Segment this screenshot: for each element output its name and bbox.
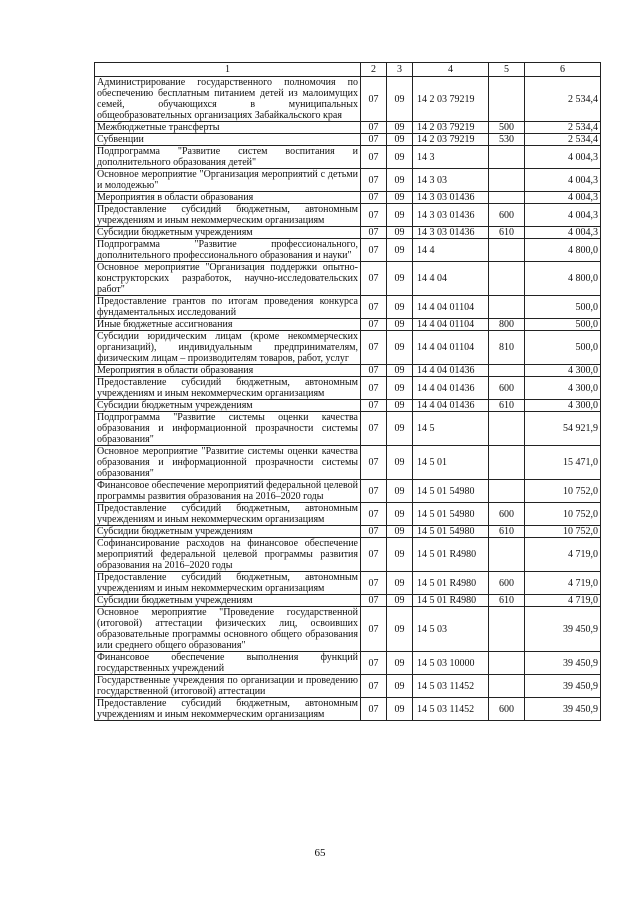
row-name-cell: Иные бюджетные ассигнования bbox=[95, 319, 361, 331]
expense-type-cell bbox=[489, 480, 525, 503]
expense-type-cell: 800 bbox=[489, 319, 525, 331]
target-article-cell: 14 4 bbox=[413, 239, 489, 262]
section-code-cell: 07 bbox=[361, 239, 387, 262]
section-code-cell: 07 bbox=[361, 204, 387, 227]
table-row bbox=[95, 239, 601, 262]
row-name-cell: Основное мероприятие "Организация мероприятий с детьми и молодежью" bbox=[95, 169, 361, 192]
row-name-cell: Финансовое обеспечение мероприятий федеральной целевой программы развития образования на 2016–2020 годы bbox=[95, 480, 361, 503]
expense-type-cell: 600 bbox=[489, 377, 525, 400]
expense-type-cell: 600 bbox=[489, 204, 525, 227]
header-cell-name: 1 bbox=[95, 63, 361, 77]
subsection-code-cell: 09 bbox=[387, 365, 413, 377]
expense-type-cell: 600 bbox=[489, 572, 525, 595]
amount-cell: 500,0 bbox=[525, 296, 601, 319]
row-name-cell: Субсидии бюджетным учреждениям bbox=[95, 400, 361, 412]
row-name-cell: Основное мероприятие "Проведение государственной (итоговой) аттестации физических лиц, освоивших образовательные программы основного общего образования или среднего общего образования" bbox=[95, 607, 361, 652]
subsection-code-cell: 09 bbox=[387, 227, 413, 239]
section-code-cell: 07 bbox=[361, 192, 387, 204]
table-row bbox=[95, 572, 601, 595]
amount-cell: 500,0 bbox=[525, 319, 601, 331]
amount-cell: 39 450,9 bbox=[525, 675, 601, 698]
expense-type-cell bbox=[489, 296, 525, 319]
header-cell-target-article: 4 bbox=[413, 63, 489, 77]
amount-cell: 500,0 bbox=[525, 331, 601, 365]
expense-type-cell bbox=[489, 412, 525, 446]
table-row bbox=[95, 122, 601, 134]
header-cell-amount: 6 bbox=[525, 63, 601, 77]
expense-type-cell: 610 bbox=[489, 400, 525, 412]
section-code-cell: 07 bbox=[361, 480, 387, 503]
table-body bbox=[95, 77, 601, 721]
row-name-cell: Субсидии бюджетным учреждениям bbox=[95, 526, 361, 538]
section-code-cell: 07 bbox=[361, 503, 387, 526]
amount-cell: 4 004,3 bbox=[525, 192, 601, 204]
row-name-cell: Предоставление субсидий бюджетным, автономным учреждениям и иным некоммерческим организациям bbox=[95, 204, 361, 227]
expense-type-cell bbox=[489, 192, 525, 204]
table-row bbox=[95, 607, 601, 652]
subsection-code-cell: 09 bbox=[387, 412, 413, 446]
subsection-code-cell: 09 bbox=[387, 377, 413, 400]
amount-cell: 39 450,9 bbox=[525, 607, 601, 652]
row-name-cell: Субвенции bbox=[95, 134, 361, 146]
section-code-cell: 07 bbox=[361, 698, 387, 721]
row-name-cell: Предоставление субсидий бюджетным, автономным учреждениям и иным некоммерческим организациям bbox=[95, 698, 361, 721]
subsection-code-cell: 09 bbox=[387, 204, 413, 227]
expense-type-cell: 610 bbox=[489, 227, 525, 239]
expense-type-cell bbox=[489, 169, 525, 192]
target-article-cell: 14 5 bbox=[413, 412, 489, 446]
amount-cell: 4 800,0 bbox=[525, 239, 601, 262]
amount-cell: 54 921,9 bbox=[525, 412, 601, 446]
target-article-cell: 14 4 04 01436 bbox=[413, 377, 489, 400]
section-code-cell: 07 bbox=[361, 146, 387, 169]
row-name-cell: Подпрограмма "Развитие системы оценки качества образования и информационной прозрачности системы образования" bbox=[95, 412, 361, 446]
row-name-cell: Администрирование государственного полномочия по обеспечению бесплатным питанием детей из малоимущих семей, обучающихся в муниципальных общеобразовательных организациях Забайкальского края bbox=[95, 77, 361, 122]
budget-table bbox=[94, 62, 601, 721]
row-name-cell: Подпрограмма "Развитие профессионального, дополнительного профессионального образования и науки" bbox=[95, 239, 361, 262]
section-code-cell: 07 bbox=[361, 572, 387, 595]
row-name-cell: Финансовое обеспечение выполнения функций государственных учреждений bbox=[95, 652, 361, 675]
section-code-cell: 07 bbox=[361, 652, 387, 675]
expense-type-cell bbox=[489, 365, 525, 377]
amount-cell: 4 300,0 bbox=[525, 365, 601, 377]
header-cell-section: 2 bbox=[361, 63, 387, 77]
subsection-code-cell: 09 bbox=[387, 526, 413, 538]
amount-cell: 4 004,3 bbox=[525, 227, 601, 239]
target-article-cell: 14 5 03 11452 bbox=[413, 675, 489, 698]
amount-cell: 4 300,0 bbox=[525, 400, 601, 412]
amount-cell: 4 300,0 bbox=[525, 377, 601, 400]
subsection-code-cell: 09 bbox=[387, 146, 413, 169]
subsection-code-cell: 09 bbox=[387, 480, 413, 503]
subsection-code-cell: 09 bbox=[387, 331, 413, 365]
target-article-cell: 14 5 03 bbox=[413, 607, 489, 652]
row-name-cell: Предоставление субсидий бюджетным, автономным учреждениям и иным некоммерческим организациям bbox=[95, 572, 361, 595]
table-row bbox=[95, 538, 601, 572]
expense-type-cell: 600 bbox=[489, 698, 525, 721]
amount-cell: 4 004,3 bbox=[525, 169, 601, 192]
table-row bbox=[95, 503, 601, 526]
target-article-cell: 14 5 03 10000 bbox=[413, 652, 489, 675]
section-code-cell: 07 bbox=[361, 296, 387, 319]
target-article-cell: 14 3 03 01436 bbox=[413, 192, 489, 204]
amount-cell: 2 534,4 bbox=[525, 134, 601, 146]
target-article-cell: 14 5 01 R4980 bbox=[413, 595, 489, 607]
table-row bbox=[95, 192, 601, 204]
subsection-code-cell: 09 bbox=[387, 77, 413, 122]
subsection-code-cell: 09 bbox=[387, 169, 413, 192]
subsection-code-cell: 09 bbox=[387, 446, 413, 480]
row-name-cell: Субсидии юридическим лицам (кроме некоммерческих организаций), индивидуальным предпринимателям, физическим лицам – производителям товаров, работ, услуг bbox=[95, 331, 361, 365]
section-code-cell: 07 bbox=[361, 227, 387, 239]
table-row bbox=[95, 169, 601, 192]
table-row bbox=[95, 146, 601, 169]
table-row bbox=[95, 480, 601, 503]
amount-cell: 10 752,0 bbox=[525, 503, 601, 526]
section-code-cell: 07 bbox=[361, 446, 387, 480]
target-article-cell: 14 5 01 54980 bbox=[413, 526, 489, 538]
subsection-code-cell: 09 bbox=[387, 239, 413, 262]
section-code-cell: 07 bbox=[361, 122, 387, 134]
amount-cell: 15 471,0 bbox=[525, 446, 601, 480]
amount-cell: 4 719,0 bbox=[525, 595, 601, 607]
subsection-code-cell: 09 bbox=[387, 652, 413, 675]
table-row bbox=[95, 652, 601, 675]
subsection-code-cell: 09 bbox=[387, 538, 413, 572]
amount-cell: 10 752,0 bbox=[525, 480, 601, 503]
expense-type-cell bbox=[489, 446, 525, 480]
subsection-code-cell: 09 bbox=[387, 192, 413, 204]
row-name-cell: Предоставление грантов по итогам проведения конкурса фундаментальных исследований bbox=[95, 296, 361, 319]
amount-cell: 39 450,9 bbox=[525, 652, 601, 675]
table-row bbox=[95, 526, 601, 538]
amount-cell: 39 450,9 bbox=[525, 698, 601, 721]
amount-cell: 4 004,3 bbox=[525, 146, 601, 169]
amount-cell: 2 534,4 bbox=[525, 77, 601, 122]
table-row bbox=[95, 675, 601, 698]
row-name-cell: Государственные учреждения по организации и проведению государственной (итоговой) аттестации bbox=[95, 675, 361, 698]
expense-type-cell: 610 bbox=[489, 595, 525, 607]
target-article-cell: 14 3 bbox=[413, 146, 489, 169]
expense-type-cell bbox=[489, 239, 525, 262]
table-row bbox=[95, 204, 601, 227]
row-name-cell: Софинансирование расходов на финансовое обеспечение мероприятий федеральной целевой программы развития образования на 2016–2020 годы bbox=[95, 538, 361, 572]
section-code-cell: 07 bbox=[361, 595, 387, 607]
section-code-cell: 07 bbox=[361, 77, 387, 122]
section-code-cell: 07 bbox=[361, 262, 387, 296]
section-code-cell: 07 bbox=[361, 400, 387, 412]
expense-type-cell: 530 bbox=[489, 134, 525, 146]
target-article-cell: 14 2 03 79219 bbox=[413, 122, 489, 134]
amount-cell: 2 534,4 bbox=[525, 122, 601, 134]
target-article-cell: 14 5 01 R4980 bbox=[413, 572, 489, 595]
subsection-code-cell: 09 bbox=[387, 572, 413, 595]
table-row bbox=[95, 227, 601, 239]
target-article-cell: 14 3 03 bbox=[413, 169, 489, 192]
table-row bbox=[95, 262, 601, 296]
expense-type-cell bbox=[489, 607, 525, 652]
table-row bbox=[95, 400, 601, 412]
expense-type-cell bbox=[489, 675, 525, 698]
expense-type-cell: 600 bbox=[489, 503, 525, 526]
subsection-code-cell: 09 bbox=[387, 319, 413, 331]
expense-type-cell bbox=[489, 146, 525, 169]
row-name-cell: Мероприятия в области образования bbox=[95, 192, 361, 204]
table-row bbox=[95, 77, 601, 122]
table-row bbox=[95, 377, 601, 400]
table-row bbox=[95, 698, 601, 721]
table-row bbox=[95, 296, 601, 319]
table-row bbox=[95, 365, 601, 377]
expense-type-cell: 810 bbox=[489, 331, 525, 365]
section-code-cell: 07 bbox=[361, 377, 387, 400]
target-article-cell: 14 4 04 01104 bbox=[413, 319, 489, 331]
section-code-cell: 07 bbox=[361, 331, 387, 365]
header-cell-expense-type: 5 bbox=[489, 63, 525, 77]
table-row bbox=[95, 319, 601, 331]
subsection-code-cell: 09 bbox=[387, 607, 413, 652]
subsection-code-cell: 09 bbox=[387, 698, 413, 721]
target-article-cell: 14 5 01 bbox=[413, 446, 489, 480]
target-article-cell: 14 4 04 01436 bbox=[413, 400, 489, 412]
section-code-cell: 07 bbox=[361, 675, 387, 698]
expense-type-cell bbox=[489, 652, 525, 675]
amount-cell: 4 719,0 bbox=[525, 572, 601, 595]
amount-cell: 10 752,0 bbox=[525, 526, 601, 538]
header-cell-subsection: 3 bbox=[387, 63, 413, 77]
row-name-cell: Подпрограмма "Развитие систем воспитания и дополнительного образования детей" bbox=[95, 146, 361, 169]
subsection-code-cell: 09 bbox=[387, 595, 413, 607]
target-article-cell: 14 3 03 01436 bbox=[413, 227, 489, 239]
subsection-code-cell: 09 bbox=[387, 134, 413, 146]
subsection-code-cell: 09 bbox=[387, 503, 413, 526]
target-article-cell: 14 2 03 79219 bbox=[413, 134, 489, 146]
table-row bbox=[95, 446, 601, 480]
row-name-cell: Основное мероприятие "Организация поддержки опытно-конструкторских разработок, научно-исследовательских работ" bbox=[95, 262, 361, 296]
subsection-code-cell: 09 bbox=[387, 122, 413, 134]
subsection-code-cell: 09 bbox=[387, 675, 413, 698]
target-article-cell: 14 5 01 54980 bbox=[413, 480, 489, 503]
section-code-cell: 07 bbox=[361, 134, 387, 146]
row-name-cell: Субсидии бюджетным учреждениям bbox=[95, 227, 361, 239]
header-row bbox=[95, 63, 601, 77]
section-code-cell: 07 bbox=[361, 365, 387, 377]
section-code-cell: 07 bbox=[361, 319, 387, 331]
subsection-code-cell: 09 bbox=[387, 400, 413, 412]
expense-type-cell bbox=[489, 262, 525, 296]
target-article-cell: 14 5 01 R4980 bbox=[413, 538, 489, 572]
row-name-cell: Предоставление субсидий бюджетным, автономным учреждениям и иным некоммерческим организациям bbox=[95, 503, 361, 526]
amount-cell: 4 004,3 bbox=[525, 204, 601, 227]
target-article-cell: 14 5 03 11452 bbox=[413, 698, 489, 721]
section-code-cell: 07 bbox=[361, 526, 387, 538]
amount-cell: 4 800,0 bbox=[525, 262, 601, 296]
subsection-code-cell: 09 bbox=[387, 262, 413, 296]
row-name-cell: Мероприятия в области образования bbox=[95, 365, 361, 377]
row-name-cell: Основное мероприятие "Развитие системы оценки качества образования и информационной прозрачности системы образования" bbox=[95, 446, 361, 480]
target-article-cell: 14 4 04 01104 bbox=[413, 331, 489, 365]
row-name-cell: Предоставление субсидий бюджетным, автономным учреждениям и иным некоммерческим организациям bbox=[95, 377, 361, 400]
target-article-cell: 14 4 04 01104 bbox=[413, 296, 489, 319]
section-code-cell: 07 bbox=[361, 607, 387, 652]
section-code-cell: 07 bbox=[361, 412, 387, 446]
row-name-cell: Межбюджетные трансферты bbox=[95, 122, 361, 134]
target-article-cell: 14 4 04 bbox=[413, 262, 489, 296]
target-article-cell: 14 4 04 01436 bbox=[413, 365, 489, 377]
page-number: 65 bbox=[314, 847, 326, 859]
target-article-cell: 14 5 01 54980 bbox=[413, 503, 489, 526]
table-row bbox=[95, 134, 601, 146]
section-code-cell: 07 bbox=[361, 538, 387, 572]
table-row bbox=[95, 412, 601, 446]
target-article-cell: 14 2 03 79219 bbox=[413, 77, 489, 122]
section-code-cell: 07 bbox=[361, 169, 387, 192]
expense-type-cell bbox=[489, 77, 525, 122]
expense-type-cell: 500 bbox=[489, 122, 525, 134]
expense-type-cell bbox=[489, 538, 525, 572]
subsection-code-cell: 09 bbox=[387, 296, 413, 319]
expense-type-cell: 610 bbox=[489, 526, 525, 538]
amount-cell: 4 719,0 bbox=[525, 538, 601, 572]
table-row bbox=[95, 331, 601, 365]
row-name-cell: Субсидии бюджетным учреждениям bbox=[95, 595, 361, 607]
table-row bbox=[95, 595, 601, 607]
target-article-cell: 14 3 03 01436 bbox=[413, 204, 489, 227]
